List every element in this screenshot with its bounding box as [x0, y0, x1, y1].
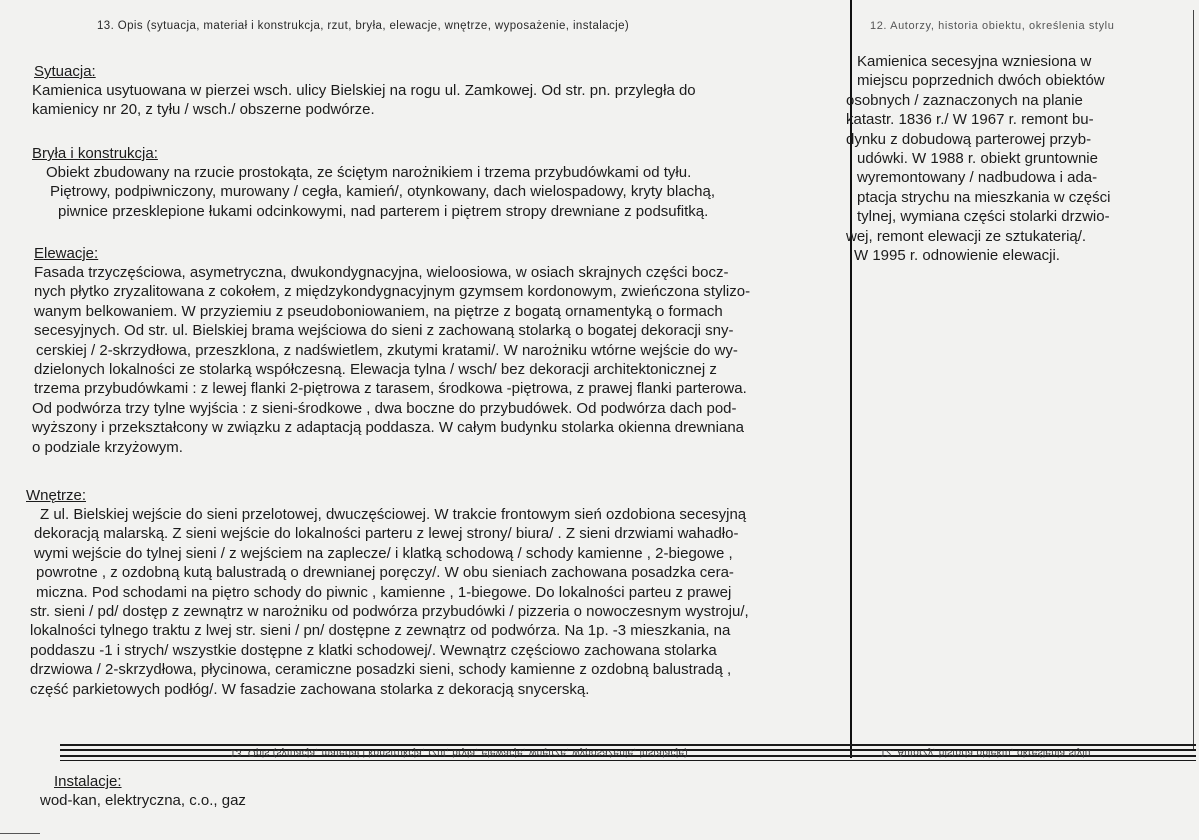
text-line: wanym belkowaniem. W przyziemiu z pseudoboniowaniem, na piętrze z bogatą ornamentyką o formach [34, 302, 723, 320]
text-line: osobnych / zaznaczonych na planie [846, 91, 1083, 109]
text-line: Piętrowy, podpiwniczony, murowany / cegła, kamień/, otynkowany, dach wielospadowy, kryty blachą, [50, 183, 716, 201]
text-line: kamienicy nr 20, z tyłu / wsch./ obszerne podwórze. [32, 101, 375, 119]
text-line: drzwiowa / 2-skrzydłowa, płycinowa, ceramiczne posadzki sieni, schody kamienne z ozdobną balustradą , [30, 661, 732, 679]
section-heading-elevations: Elewacje: [34, 245, 99, 262]
text-line: secesyjnych. Od str. ul. Bielskiej brama wejściowa do sieni z zachowaną stolarką o bogatej dekoracji sny- [34, 322, 734, 340]
form-field-separator [60, 742, 1196, 762]
text-line: ptacja strychu na mieszkania w części [857, 188, 1111, 206]
text-line: dekoracją malarską. Z sieni wejście do lokalności parteru z lewej strony/ biura/ . Z sieni drzwiami wahadło- [34, 525, 739, 543]
text-line: trzema przybudówkami : z lewej flanki 2-piętrowa z tarasem, środkowa -piętrowa, z prawej flanki parterowa. [34, 380, 747, 398]
text-line: Kamienica usytuowana w pierzei wsch. ulicy Bielskiej na rogu ul. Zamkowej. Od str. pn. przyległa do [32, 82, 696, 99]
text-line: powrotne , z ozdobną kutą balustradą o drewnianej poręczy/. W obu sieniach zachowana posadzka cera- [36, 564, 734, 582]
text-line: piwnice przesklepione łukami odcinkowymi, nad parterem i piętrem stropy drewniane z podsufitką. [58, 202, 709, 220]
text-line: Kamienica secesyjna wzniesiona w [857, 53, 1092, 70]
section-situation [0, 62, 850, 120]
section-elevations [0, 244, 850, 457]
description-field-header: 13. Opis (sytuacja, materiał i konstrukcja, rzut, bryła, elewacje, wnętrze, wyposażenie, instalacje) [97, 20, 630, 32]
right-border [1193, 10, 1194, 750]
text-line: Od podwórza trzy tylne wyjścia : z sieni-środkowe , dwa boczne do przybudówek. Od podwórza dach pod- [32, 399, 737, 417]
text-line: dzielonych lokalności ze stolarką współczesną. Elewacja tylna / wsch/ bez dekoracji architektonicznej z [34, 361, 717, 379]
text-line: miejscu poprzednich dwóch obiektów [857, 72, 1105, 90]
text-line: wej, remont elewacji ze sztukaterią/. [846, 227, 1087, 245]
text-line: Fasada trzyczęściowa, asymetryczna, dwukondygnacyjna, wieloosiowa, w osiach skrajnych części bocz- [34, 264, 729, 281]
section-structure [0, 144, 850, 221]
text-line: część parkietowych podłóg/. W fasadzie zachowana stolarka z dekoracją snycerską. [30, 680, 590, 698]
text-line: Obiekt zbudowany na rzucie prostokąta, ze ściętym narożnikiem i trzema przybudówkami od tyłu. [46, 164, 692, 181]
text-line: cerskiej / 2-skrzydłowa, przeszklona, z nadświetlem, zkutymi kratami/. W narożniku wtórne wejście do wy- [36, 341, 738, 359]
text-line: tylnej, wymiana części stolarki drzwio- [857, 208, 1110, 226]
history-field-header: 12. Autorzy, historia obiektu, określenia stylu [870, 20, 1115, 32]
section-heading-structure: Bryła i konstrukcja: [32, 145, 158, 162]
section-heading-installations: Instalacje: [54, 773, 122, 790]
text-line: W 1995 r. odnowienie elewacji. [854, 247, 1060, 265]
text-line: miczna. Pod schodami na piętro schody do piwnic , kamienne , 1-biegowe. Do lokalności parteu z prawej [36, 583, 732, 601]
history-text [846, 52, 1146, 265]
section-interior [0, 486, 850, 699]
mirrored-showthrough-text: 13. Opis (sytuacja, materiał i konstrukcja, rzut, bryła, elewacje, wnętrze, wyposażenie, instalacje) [230, 747, 688, 758]
text-line: wymi wejście do tylnej sieni / z wejściem na zaplecze/ i klatką schodową / schody kamienne , 2-biegowe , [34, 544, 733, 562]
text-line: o podziale krzyżowym. [32, 438, 183, 456]
text-line: str. sieni / pd/ dostęp z zewnątrz w narożniku od podwórza przybudówki / pizzeria o nowoczesnym wystroju/, [30, 603, 749, 621]
bottom-edge-mark [0, 833, 40, 834]
text-line: wyremontowany / nadbudowa i ada- [857, 169, 1098, 187]
text-line: wyższony i przekształcony w związku z adaptacją poddasza. W całym budynku stolarka okienna drewniana [32, 419, 745, 437]
separator-rule [60, 744, 1196, 746]
text-line: katastr. 1836 r./ W 1967 r. remont bu- [846, 111, 1094, 129]
text-line: dynku z dobudową parterowej przyb- [846, 130, 1092, 148]
section-heading-situation: Sytuacja: [34, 63, 96, 80]
mirrored-showthrough-text: 12. Autorzy, historia obiektu, określenia stylu [880, 747, 1091, 758]
text-line: udówki. W 1988 r. obiekt gruntownie [857, 150, 1098, 168]
text-line: lokalności tylnego traktu z lwej str. sieni / pn/ dostępne z zewnątrz od podwórza. Na 1p. -3 mieszkania, na [30, 622, 731, 640]
section-heading-interior: Wnętrze: [26, 487, 87, 504]
text-line: nych płytko zryzalitowana z cokołem, z międzykondygnacyjnym gzymsem kordonowym, zwieńczona stylizo- [34, 283, 751, 301]
section-installations [0, 772, 850, 810]
text-line: wod-kan, elektryczna, c.o., gaz [40, 792, 246, 809]
separator-rule [60, 760, 1196, 761]
text-line: poddaszu -1 i strych/ wszystkie dostępne z klatki schodowej/. Wewnątrz częściowo zachowana stolarka [30, 641, 717, 659]
text-line: Z ul. Bielskiej wejście do sieni przelotowej, dwuczęściowej. W trakcie frontowym sień ozdobiona secesyjną [40, 506, 747, 523]
